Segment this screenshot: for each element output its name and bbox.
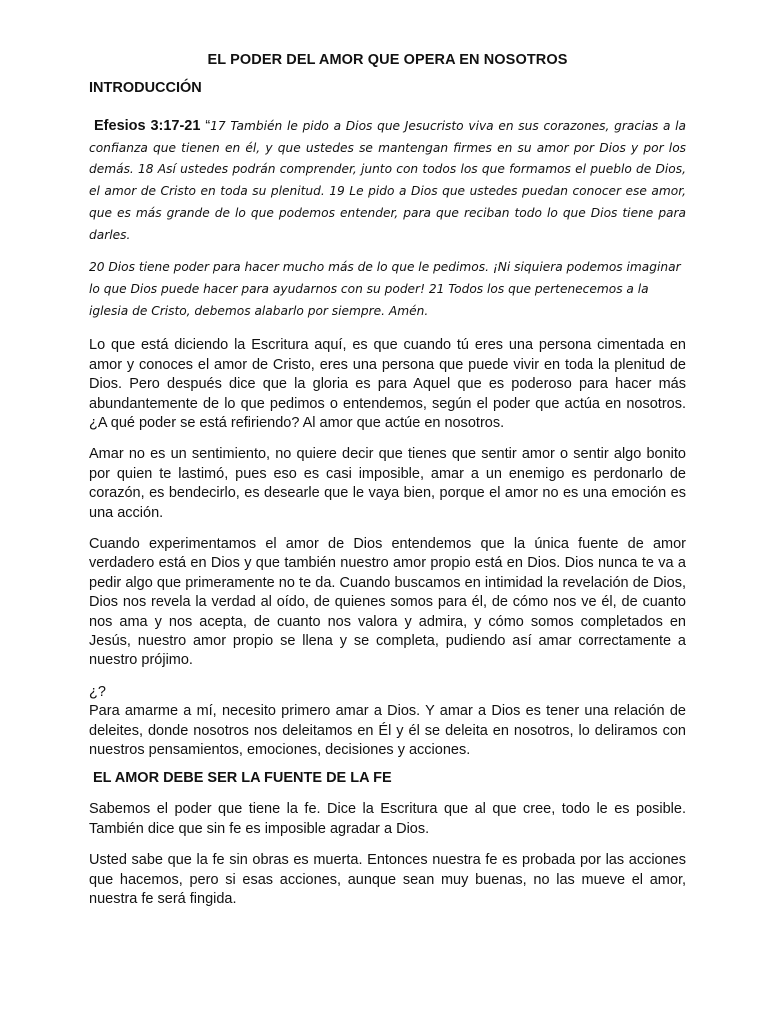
document-page xyxy=(89,52,686,921)
verse-reference: Efesios 3:17-21 xyxy=(94,118,201,134)
document-title: EL PODER DEL AMOR QUE OPERA EN NOSOTROS xyxy=(207,52,568,68)
verse-open-quote: “ xyxy=(200,118,211,134)
section2-paragraph-1: Sabemos el poder que tiene la fe. Dice la Escritura que al que cree, todo le es posible. También dice que sin fe es imposible agradar a Dios. xyxy=(89,801,686,837)
verse-block-2: 20 Dios tiene poder para hacer mucho más de lo que le pedimos. ¡Ni siquiera podemos imaginar lo que Dios puede hacer para ayudarnos con su poder! 21 Todos los que pertenecemos a la iglesia de Cristo, debemos alabarlo por siempre. Amén. xyxy=(89,260,681,318)
paragraph-3: Cuando experimentamos el amor de Dios entendemos que la única fuente de amor verdadero está en Dios y que también nuestro amor propio está en Dios. Dios nunca te va a pedir algo que primeramente no te da. Cuando buscamos en intimidad la revelación de Dios, Dios nos revela la verdad al oído, de quienes somos para él, de cómo nos ve él, de cuanto nos ama y nos acepta, de cuanto nos valora y admira, y cómo somos completados en Jesús, nuestro amor propio se llena y se completa, pudiendo así amar correctamente a nuestro prójimo. xyxy=(89,535,686,669)
intro-heading: INTRODUCCIÓN xyxy=(89,80,202,96)
question-mark-line: ¿? xyxy=(89,683,106,700)
paragraph-2: Amar no es un sentimiento, no quiere decir que tienes que sentir amor o sentir algo bonito por quien te lastimó, pues eso es casi imposible, amar a un enemigo es perdonarlo de corazón, es bendecirlo, es desearle que le vaya bien, porque el amor no es una emoción es una acción. xyxy=(89,446,686,521)
paragraph-4: Para amarme a mí, necesito primero amar a Dios. Y amar a Dios es tener una relación de deleites, donde nosotros nos deleitamos en Él y él se deleita en nosotros, lo deliramos con nuestros pensamientos, emociones, decisiones y acciones. xyxy=(89,703,686,759)
paragraph-1: Lo que está diciendo la Escritura aquí, es que cuando tú eres una persona cimentada en amor y conoces el amor de Cristo, eres una persona que puede vivir en toda la plenitud de Dios. Pero después dice que la gloria es para Aquel que es poderoso para hacer más abundantemente de lo que pedimos o entendemos, según el poder que actúa en nosotros. ¿A qué poder se está refiriendo? Al amor que actúe en nosotros. xyxy=(89,337,686,431)
verse-text-1: 17 También le pido a Dios que Jesucristo viva en sus corazones, gracias a la confianza que tienen en él, y que ustedes se mantengan firmes en su amor por Dios y por los demás. 18 Así ustedes podrán comprender, junto con todos los que formamos el pueblo de Dios, el amor de Cristo en toda su plenitud. 19 Le pido a Dios que ustedes puedan conocer ese amor, que es más grande de lo que podemos entender, para que reciban todo lo que Dios tiene para darles. xyxy=(89,119,687,242)
verse-block-1 xyxy=(89,116,686,246)
section2-heading: EL AMOR DEBE SER LA FUENTE DE LA FE xyxy=(93,770,392,787)
section2-paragraph-2: Usted sabe que la fe sin obras es muerta. Entonces nuestra fe es probada por las acciones que hacemos, pero si esas acciones, aunque sean muy buenas, no las mueve el amor, nuestra fe será fingida. xyxy=(89,852,686,908)
